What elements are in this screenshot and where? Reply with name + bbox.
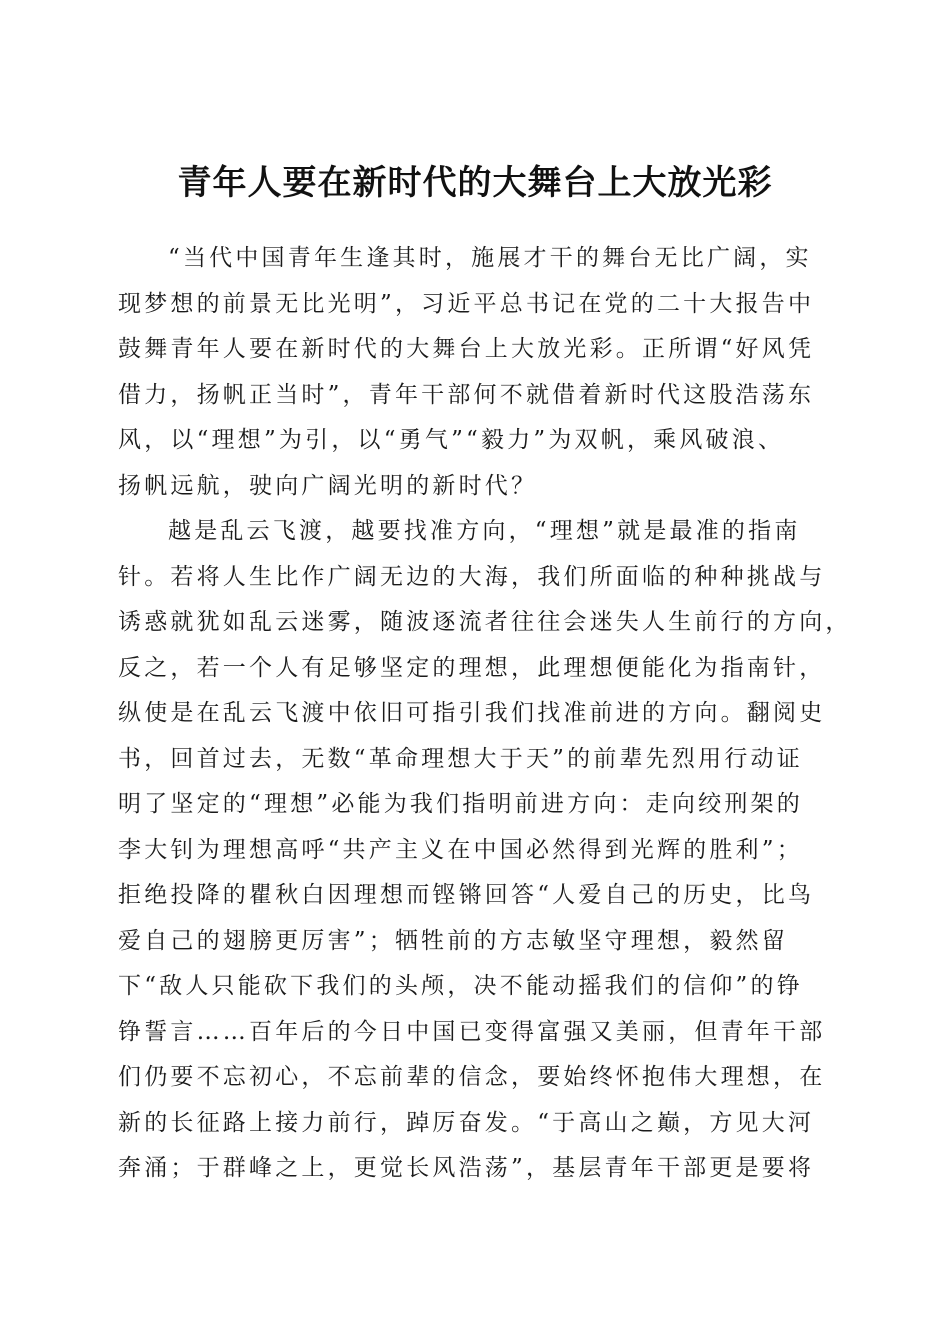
text-line: “当代中国青年生逢其时，施展才干的舞台无比广阔，实: [168, 245, 812, 271]
text-line: 越是乱云飞渡，越要找准方向，“理想”就是最准的指南: [168, 518, 801, 544]
paragraph-1: [118, 236, 838, 509]
document-title: 青年人要在新时代的大舞台上大放光彩: [177, 162, 773, 203]
text-line: 铮誓言……百年后的今日中国已变得富强又美丽，但青年干部: [118, 1018, 826, 1045]
text-line: 奔涌；于群峰之上，更觉长风浩荡”，基层青年干部更是要将: [118, 1155, 815, 1181]
text-line: 诱惑就犹如乱云迷雾，随波逐流者往往会迷失人生前行的方向，: [118, 609, 852, 635]
text-line: 针。若将人生比作广阔无边的大海，我们所面临的种种挑战与: [118, 563, 826, 590]
text-line: 拒绝投降的瞿秋白因理想而铿锵回答“人爱自己的历史，比鸟: [118, 882, 815, 908]
text-line: 现梦想的前景无比光明”，习近平总书记在党的二十大报告中: [118, 290, 815, 317]
text-line: 鼓舞青年人要在新时代的大舞台上大放光彩。正所谓“好风凭: [118, 336, 815, 362]
text-line: 扬帆远航，驶向广阔光明的新时代？: [118, 472, 538, 499]
text-line: 爱自己的翅膀更厉害”；牺牲前的方志敏坚守理想，毅然留: [118, 927, 788, 954]
text-line: 明了坚定的“理想”必能为我们指明前进方向：走向绞刑架的: [118, 791, 803, 817]
text-line: 反之，若一个人有足够坚定的理想，此理想便能化为指南针，: [118, 654, 826, 681]
paragraph-2: [118, 509, 852, 1192]
text-line: 书，回首过去，无数“革命理想大于天”的前辈先烈用行动证: [118, 745, 803, 772]
document-body: [118, 236, 852, 1192]
text-line: 新的长征路上接力前行，踔厉奋发。“于高山之巅，方见大河: [118, 1109, 815, 1136]
text-line: 借力，扬帆正当时”，青年干部何不就借着新时代这股浩荡东: [118, 381, 815, 408]
text-line: 风，以“理想”为引，以“勇气”“毅力”为双帆，乘风破浪、: [118, 427, 785, 453]
text-line: 们仍要不忘初心，不忘前辈的信念，要始终怀抱伟大理想，在: [118, 1064, 826, 1090]
text-line: 下“敌人只能砍下我们的头颅，决不能动摇我们的信仰”的铮: [118, 973, 803, 999]
text-line: 李大钊为理想高呼“共产主义在中国必然得到光辉的胜利”；: [118, 836, 803, 863]
text-line: 纵使是在乱云飞渡中依旧可指引我们找准前进的方向。翻阅史: [118, 700, 826, 726]
